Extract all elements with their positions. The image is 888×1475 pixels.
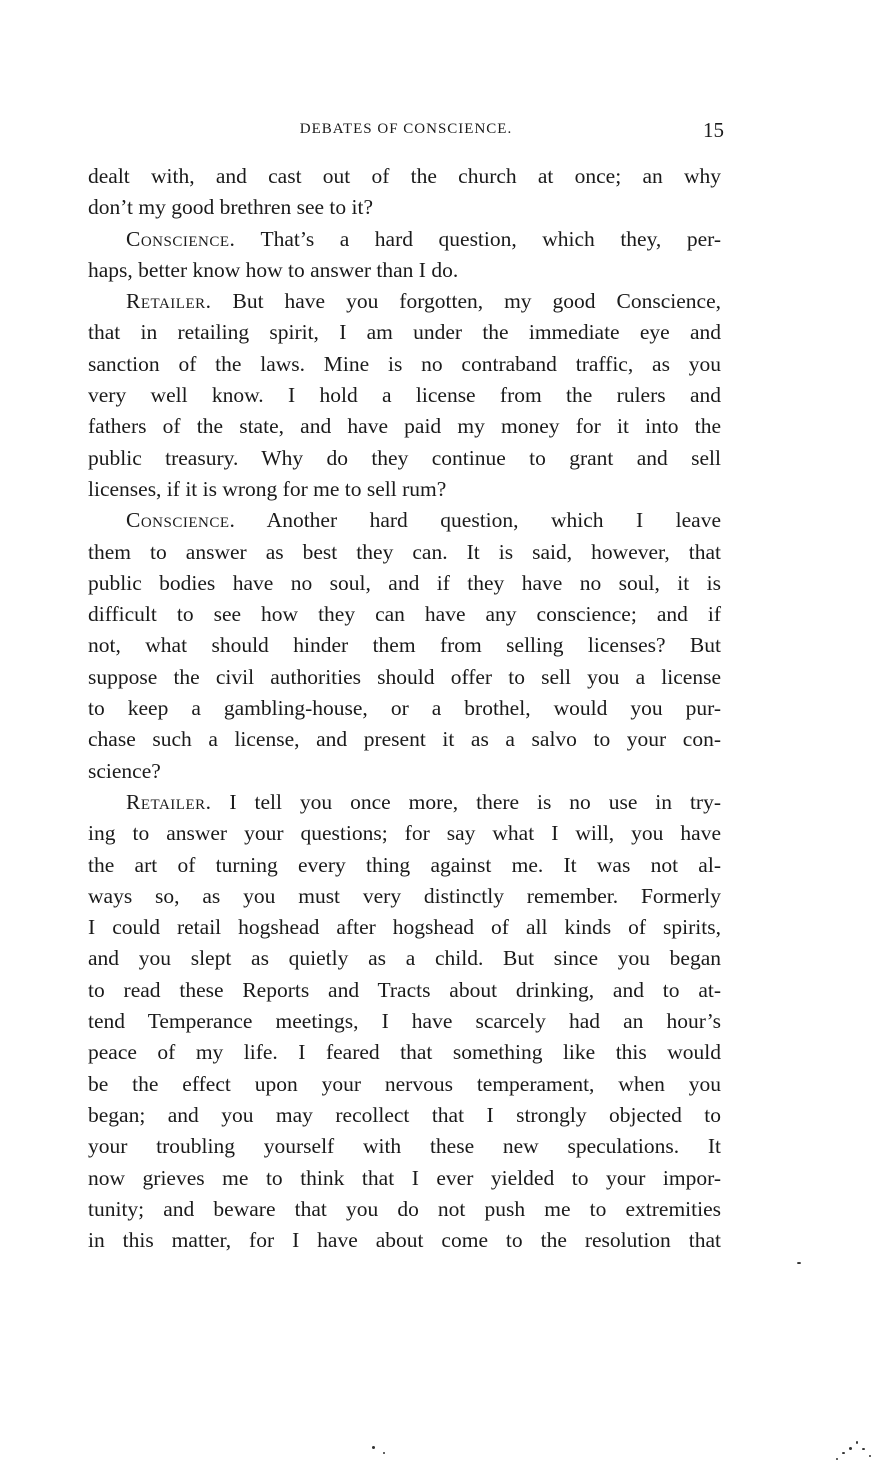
text-line: suppose the civil authorities should offer to sell you a license (88, 664, 721, 689)
text-line: dealt with, and cast out of the church at once; an why (88, 164, 721, 188)
text-line: science? (88, 758, 161, 783)
text-line: now grieves me to think that I ever yielded to your impor- (88, 1165, 721, 1190)
scan-speck (862, 1448, 865, 1450)
text-line: tend Temperance meetings, I have scarcely had an hour’s (88, 1009, 721, 1034)
text-line (88, 224, 721, 255)
page-number: 15 (703, 118, 724, 142)
text-line (88, 505, 721, 536)
body-text (88, 161, 721, 1256)
text-line: ways so, as you must very distinctly remember. Formerly (88, 883, 721, 908)
speech-text: But have you forgotten, my good Conscience, (211, 289, 721, 314)
text-line: ing to answer your questions; for say what I will, you have (88, 821, 721, 846)
text-line: don’t my good brethren see to it? (88, 195, 374, 220)
text-line (88, 286, 721, 317)
text-line: difficult to see how they can have any conscience; and if (88, 602, 721, 627)
text-line: in this matter, for I have about come to the resolution that (88, 1228, 721, 1253)
speech-text: Another hard question, which I leave (235, 508, 721, 533)
speaker-name: Retailer. (126, 289, 212, 314)
text-line: public treasury. Why do they continue to grant and sell (88, 445, 721, 470)
text-line: and you slept as quietly as a child. But since you began (88, 946, 721, 971)
text-line: sanction of the laws. Mine is no contraband traffic, as you (88, 351, 721, 376)
text-line: I could retail hogshead after hogshead of all kinds of spirits, (88, 915, 721, 940)
scan-speck (856, 1441, 858, 1444)
text-line: to keep a gambling-house, or a brothel, would you pur- (88, 696, 721, 721)
scan-speck (842, 1452, 845, 1454)
text-line: them to answer as best they can. It is said, however, that (88, 539, 721, 564)
text-line: to read these Reports and Tracts about drinking, and to at- (88, 977, 721, 1002)
text-line: very well know. I hold a license from the rulers and (88, 383, 721, 408)
speaker-name: Conscience. (126, 508, 236, 533)
speaker-name: Retailer. (126, 789, 212, 814)
text-line: peace of my life. I feared that something like this would (88, 1040, 721, 1065)
speech-text: I tell you once more, there is no use in try- (211, 789, 721, 814)
running-title: DEBATES OF CONSCIENCE. (299, 121, 513, 137)
text-line: public bodies have no soul, and if they have no soul, it is (88, 570, 721, 595)
scan-speck (836, 1458, 838, 1460)
speaker-name: Conscience. (126, 226, 236, 251)
text-line: chase such a license, and present it as a salvo to your con- (88, 727, 721, 752)
text-line: the art of turning every thing against me. It was not al- (88, 852, 721, 877)
scan-speck (849, 1447, 852, 1450)
speech-text: That’s a hard question, which they, per- (235, 226, 721, 251)
text-line: haps, better know how to answer than I do. (88, 257, 459, 282)
scan-speck (869, 1455, 871, 1457)
text-line: tunity; and beware that you do not push me to extremities (88, 1196, 721, 1221)
text-line: began; and you may recollect that I strongly objected to (88, 1102, 721, 1127)
running-head (88, 118, 724, 144)
text-line: be the effect upon your nervous temperament, when you (88, 1071, 721, 1096)
text-line: that in retailing spirit, I am under the immediate eye and (88, 320, 721, 345)
text-line: your troubling yourself with these new speculations. It (88, 1134, 721, 1159)
scan-speck (372, 1446, 375, 1449)
scan-speck (383, 1452, 385, 1454)
scan-speck (797, 1262, 801, 1264)
text-line: licenses, if it is wrong for me to sell rum? (88, 476, 447, 501)
text-line: not, what should hinder them from selling licenses? But (88, 633, 721, 658)
text-line: fathers of the state, and have paid my money for it into the (88, 414, 721, 439)
text-line (88, 787, 721, 818)
